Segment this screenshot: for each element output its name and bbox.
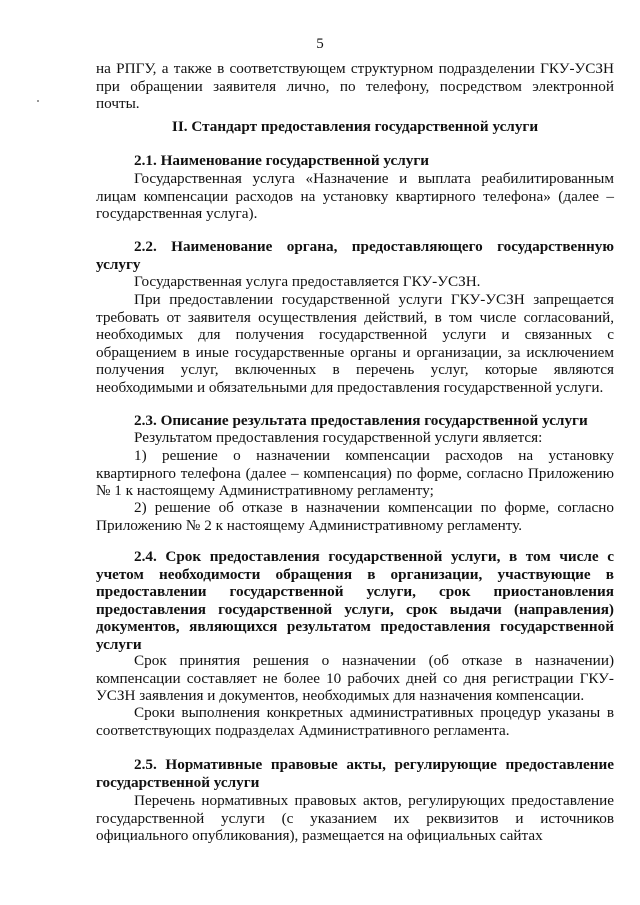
paragraph-2-3-3: 2) решение об отказе в назначении компенсации по форме, согласно Приложению № 2 к настоящему Административному регламенту.: [96, 499, 614, 534]
heading-2-1: 2.1. Наименование государственной услуги: [134, 152, 430, 169]
paragraph-2-2-1: Государственная услуга предоставляется ГКУ-УСЗН.: [134, 273, 481, 290]
paragraph-2-3-2: 1) решение о назначении компенсации расходов на установку квартирного телефона (далее – компенсация) по форме, согласно Приложению № 1 к настоящему Административному регламенту;: [96, 447, 614, 500]
section-title: II. Стандарт предоставления государственной услуги: [171, 118, 539, 135]
heading-2-2: 2.2. Наименование органа, предоставляющего государственную услугу: [96, 238, 614, 273]
paragraph-2-5-1: Перечень нормативных правовых актов, регулирующих предоставление государственной услуги (с указанием их реквизитов и источников официального опубликования), размещается на официальных сайтах: [96, 792, 614, 845]
paragraph-2-4-1: Срок принятия решения о назначении (об отказе в назначении) компенсации составляет не более 10 рабочих дней со дня регистрации ГКУ-УСЗН заявления и документов, необходимых для назначения компенсации.: [96, 652, 614, 705]
paragraph-2-4-2: Сроки выполнения конкретных административных процедур указаны в соответствующих подразделах Административного регламента.: [96, 704, 614, 739]
paragraph-2-1-1: Государственная услуга «Назначение и выплата реабилитированным лицам компенсации расходов на установку квартирного телефона» (далее – государственная услуга).: [96, 170, 614, 223]
intro-paragraph: на РПГУ, а также в соответствующем структурном подразделении ГКУ-УСЗН при обращении заявителя лично, по телефону, посредством электронной почты.: [96, 60, 614, 113]
paragraph-2-3-1: Результатом предоставления государственной услуги является:: [134, 429, 543, 446]
heading-2-5: 2.5. Нормативные правовые акты, регулирующие предоставление государственной услуги: [96, 756, 614, 791]
heading-2-4: 2.4. Срок предоставления государственной услуги, в том числе с учетом необходимости обращения в организации, участвующие в предоставлении государственной услуги, срок приостановления предоставления государственной услуги, срок выдачи (направления) документов, являющихся результатом предоставления государственной услуги: [96, 548, 614, 653]
paragraph-2-2-2: При предоставлении государственной услуги ГКУ-УСЗН запрещается требовать от заявителя осуществления действий, в том числе согласований, необходимых для получения государственной услуги и связанных с обращением в иные государственные органы и организации, за исключением получения услуг, включенных в перечень услуг, которые являются необходимыми и обязательными для предоставления государственной услуги.: [96, 291, 614, 396]
heading-2-3: 2.3. Описание результата предоставления государственной услуги: [134, 412, 588, 429]
page-number: 5: [316, 36, 324, 52]
scan-speck: [37, 100, 39, 102]
